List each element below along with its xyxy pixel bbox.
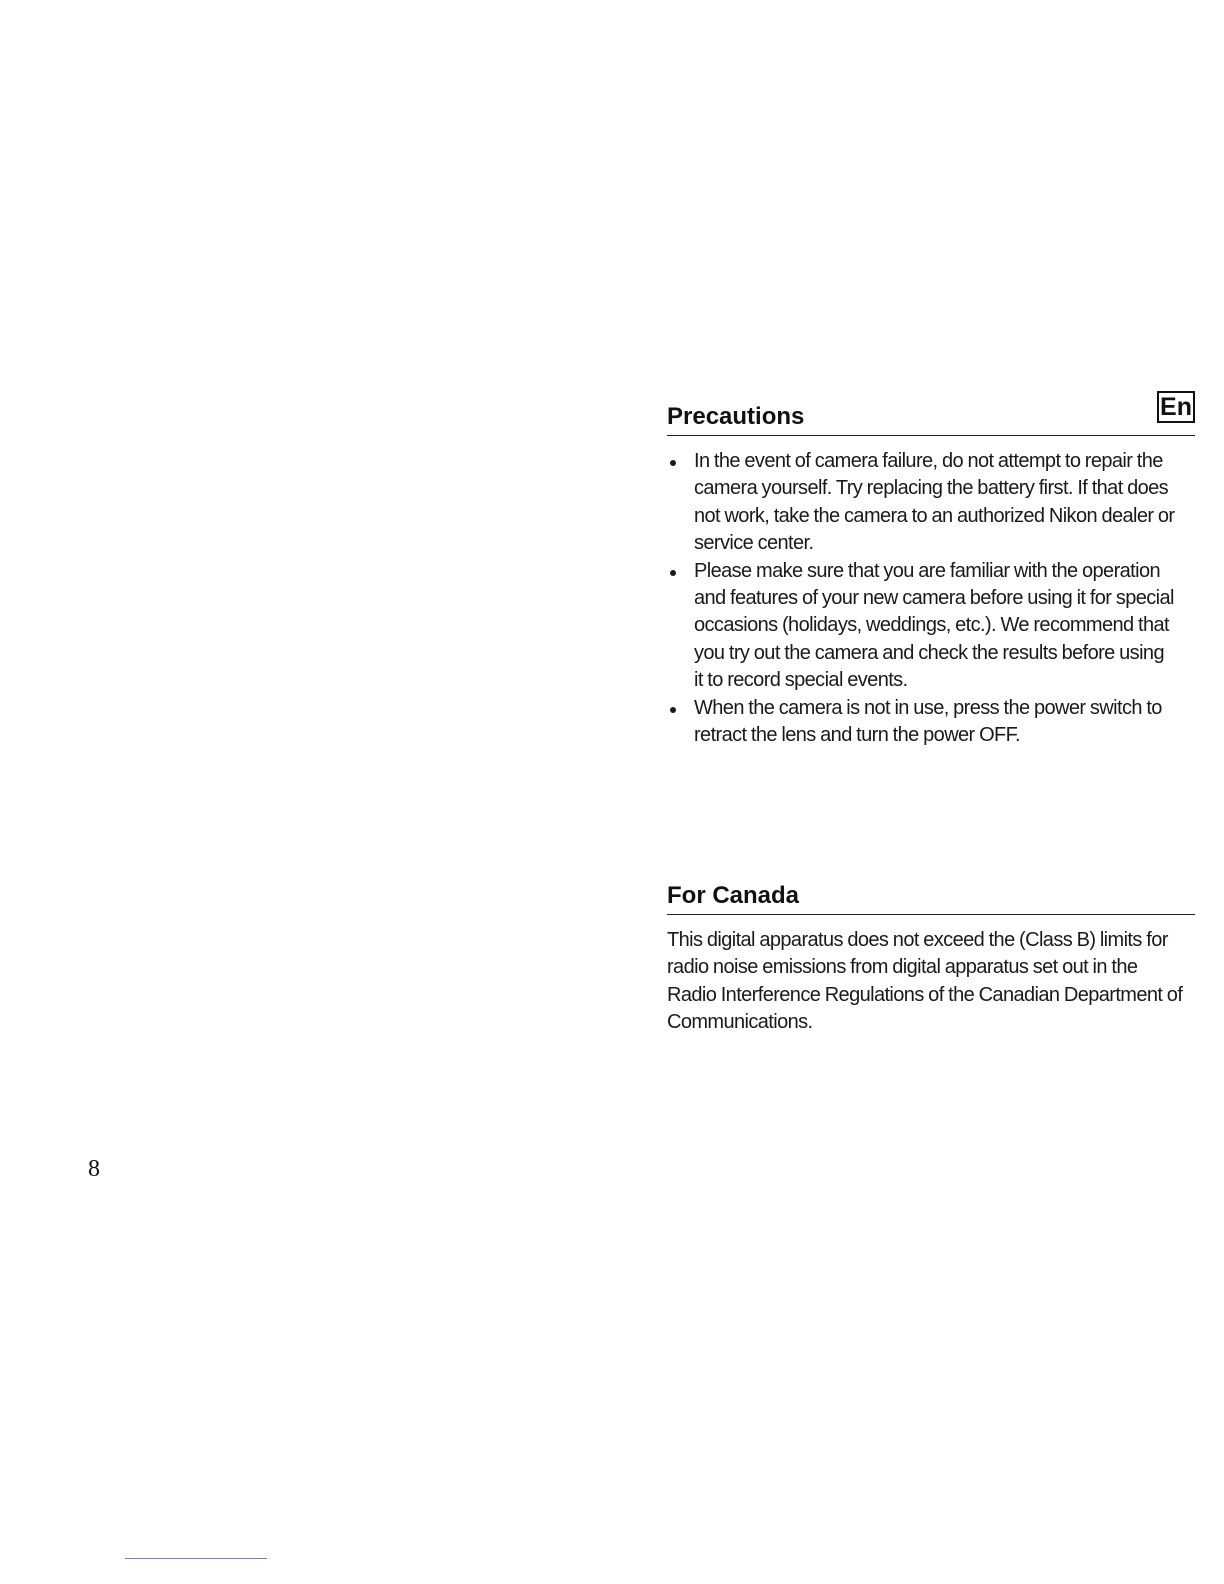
language-badge: En xyxy=(1157,391,1195,423)
list-item xyxy=(667,448,1177,558)
canada-body: This digital apparatus does not exceed the (Class B) limits for radio noise emissions from digital apparatus set out in the Radio Interference Regulations of the Canadian Department of Communications. xyxy=(667,929,1183,1034)
canada-section xyxy=(667,882,1195,1037)
list-item-text: Please make sure that you are familiar with the operation and features of your new camera before using it for special occasions (holidays, weddings, etc.). We recommend that you try out the camera and check the results before using it to record special events. xyxy=(694,559,1174,692)
precautions-list xyxy=(667,448,1177,749)
list-item-text: In the event of camera failure, do not attempt to repair the camera yourself. Try replacing the battery first. If that does not work, take the camera to an authorized Nikon dealer or service center. xyxy=(694,450,1175,555)
list-item-text: When the camera is not in use, press the power switch to retract the lens and turn the power OFF. xyxy=(694,696,1162,747)
precautions-section xyxy=(667,403,1195,749)
list-item xyxy=(667,695,1177,750)
bullet-icon xyxy=(670,460,676,466)
footer-divider xyxy=(125,1558,267,1559)
canada-title: For Canada xyxy=(667,882,1195,915)
page-number: 8 xyxy=(88,1156,100,1182)
bullet-icon xyxy=(670,570,676,576)
bullet-icon xyxy=(670,707,676,713)
precautions-title: Precautions xyxy=(667,403,1195,436)
list-item xyxy=(667,558,1177,695)
